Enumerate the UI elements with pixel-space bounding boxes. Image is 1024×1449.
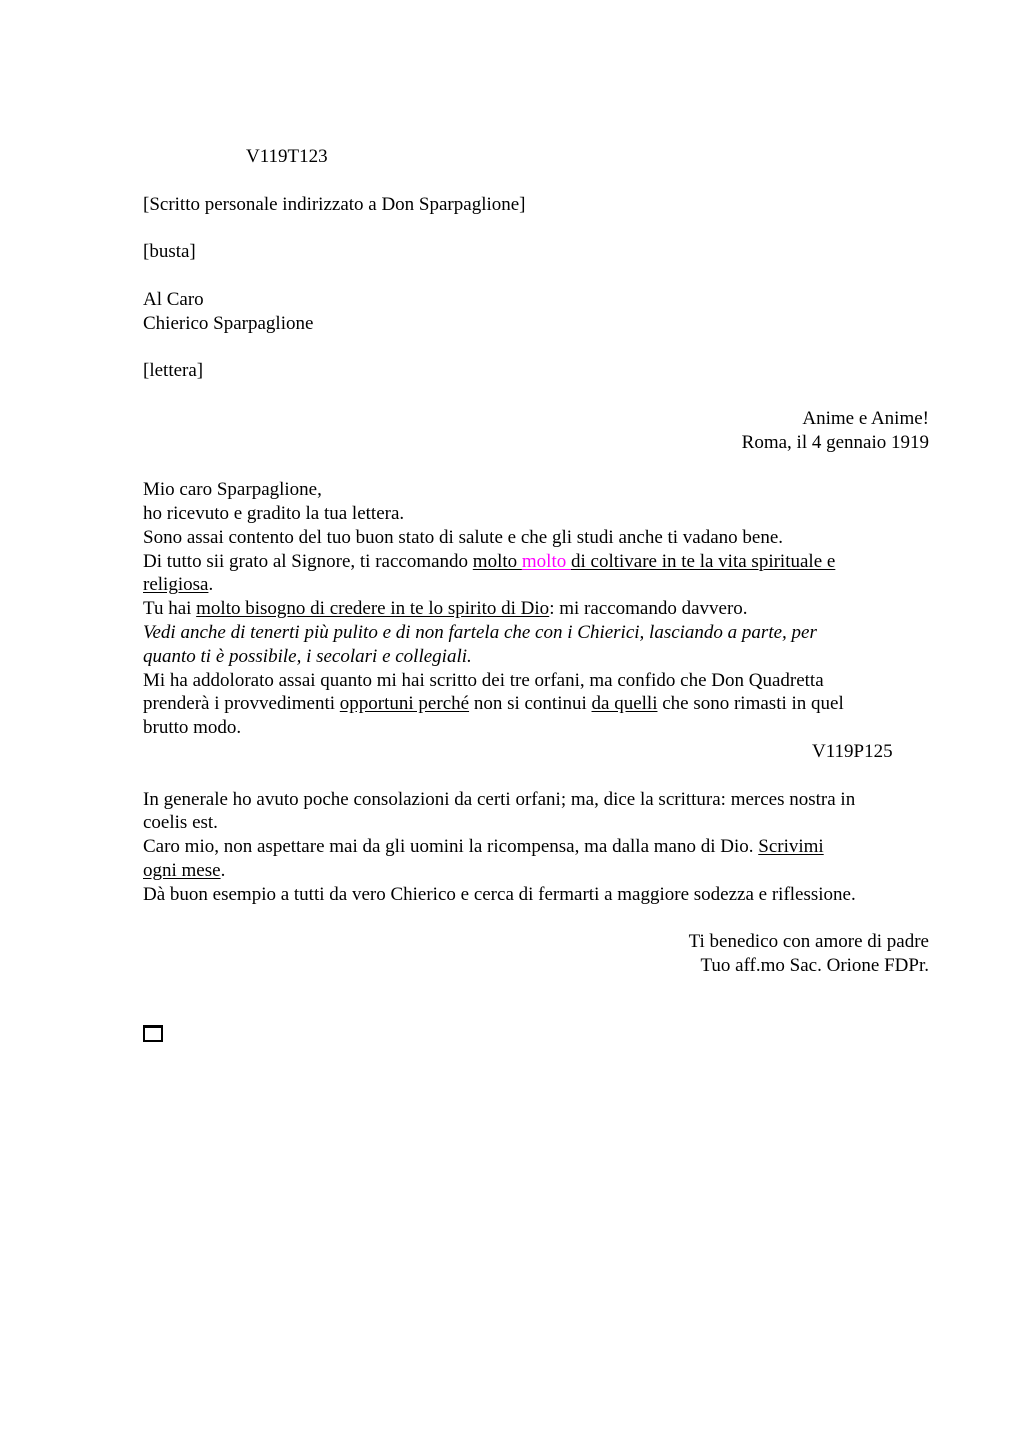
- salutation: [143, 478, 929, 502]
- editorial-note: [143, 193, 929, 217]
- body-line: [143, 597, 929, 621]
- text-segment: [lettera]: [143, 360, 204, 382]
- blank-line: [143, 169, 929, 193]
- text-segment: molto: [472, 550, 522, 572]
- text-segment: religiosa: [143, 574, 209, 596]
- text-segment: [Scritto personale indirizzato a Don Sparpaglione]: [143, 193, 526, 215]
- body-line: [143, 788, 929, 812]
- body-line: [143, 692, 929, 716]
- missing-glyph-line: [143, 1025, 929, 1049]
- body-line: [143, 526, 929, 550]
- recipient-line: [143, 312, 929, 336]
- body-line: [143, 883, 929, 907]
- text-segment: coelis est.: [143, 812, 218, 834]
- text-segment: opportuni perché: [339, 693, 470, 715]
- signature: [143, 954, 929, 978]
- text-segment: [busta]: [143, 241, 196, 263]
- text-segment: Anime e Anime!: [802, 407, 929, 429]
- body-line: [143, 573, 929, 597]
- text-segment: Ti benedico con amore di padre: [688, 931, 929, 953]
- text-segment: Mio caro Sparpaglione,: [143, 479, 322, 501]
- text-segment: Chierico Sparpaglione: [143, 312, 314, 334]
- letter-content: [143, 145, 929, 1049]
- body-line: [143, 859, 929, 883]
- text-segment: Roma, il 4 gennaio 1919: [741, 431, 929, 453]
- text-segment: : mi raccomando davvero.: [549, 598, 748, 620]
- text-segment: Scrivimi: [758, 836, 824, 858]
- text-segment: prenderà i provvedimenti: [143, 693, 340, 715]
- text-segment: V119P125: [812, 740, 893, 762]
- body-line: [143, 835, 929, 859]
- text-segment: brutto modo.: [143, 717, 242, 739]
- text-segment: Caro mio, non aspettare mai da gli uomini la ricompensa, ma dalla mano di Dio.: [143, 836, 759, 858]
- archive-code: [143, 145, 929, 169]
- text-segment: V119T123: [246, 146, 328, 167]
- text-segment: da quelli: [591, 693, 658, 715]
- text-segment: In generale ho avuto poche consolazioni da certi orfani; ma, dice la scrittura: merces nostra in: [143, 788, 856, 810]
- body-line: [143, 502, 929, 526]
- text-segment: Di tutto sii grato al Signore, ti raccomando: [143, 550, 473, 572]
- body-line: [143, 550, 929, 574]
- body-line: [143, 621, 929, 645]
- blank-line: [143, 978, 929, 1002]
- text-segment: quanto ti è possibile, i secolari e collegiali.: [143, 645, 472, 667]
- recipient-line: [143, 288, 929, 312]
- dateline: [143, 431, 929, 455]
- blank-line: [143, 216, 929, 240]
- closing: [143, 930, 929, 954]
- text-segment: .: [220, 859, 226, 881]
- letter-label: [143, 359, 929, 383]
- text-segment: molto bisogno di credere in te lo spirito di Dio: [196, 598, 550, 620]
- blank-line: [143, 764, 929, 788]
- blank-line: [143, 335, 929, 359]
- page-reference: [143, 740, 929, 764]
- body-line: [143, 811, 929, 835]
- text-segment: Dà buon esempio a tutti da vero Chierico e cerca di fermarti a maggiore sodezza e riflessione.: [143, 883, 856, 905]
- text-segment: di coltivare in te la vita spirituale e: [570, 550, 836, 572]
- blank-line: [143, 454, 929, 478]
- text-segment: molto: [521, 550, 571, 572]
- blank-line: [143, 264, 929, 288]
- text-segment: Mi ha addolorato assai quanto mi hai scritto dei tre orfani, ma confido che Don Quadretta: [143, 669, 824, 691]
- envelope-label: [143, 240, 929, 264]
- blank-line: [143, 907, 929, 931]
- text-segment: non si continui: [469, 693, 592, 715]
- blank-line: [143, 1002, 929, 1026]
- body-line: [143, 645, 929, 669]
- text-segment: Tuo aff.mo Sac. Orione FDPr.: [700, 955, 929, 977]
- body-line: [143, 716, 929, 740]
- text-segment: ogni mese: [143, 859, 221, 881]
- text-segment: .: [208, 574, 214, 596]
- blank-line: [143, 383, 929, 407]
- text-segment: che sono rimasti in quel: [657, 693, 844, 715]
- body-line: [143, 669, 929, 693]
- text-segment: Tu hai: [143, 598, 197, 620]
- text-segment: Sono assai contento del tuo buon stato di salute e che gli studi anche ti vadano bene.: [143, 526, 784, 548]
- text-segment: Al Caro: [143, 288, 204, 310]
- empty-square-glyph: [143, 1025, 163, 1042]
- text-segment: Vedi anche di tenerti più pulito e di non fartela che con i Chierici, lasciando a parte, per: [143, 621, 817, 643]
- motto: [143, 407, 929, 431]
- text-segment: ho ricevuto e gradito la tua lettera.: [143, 502, 405, 524]
